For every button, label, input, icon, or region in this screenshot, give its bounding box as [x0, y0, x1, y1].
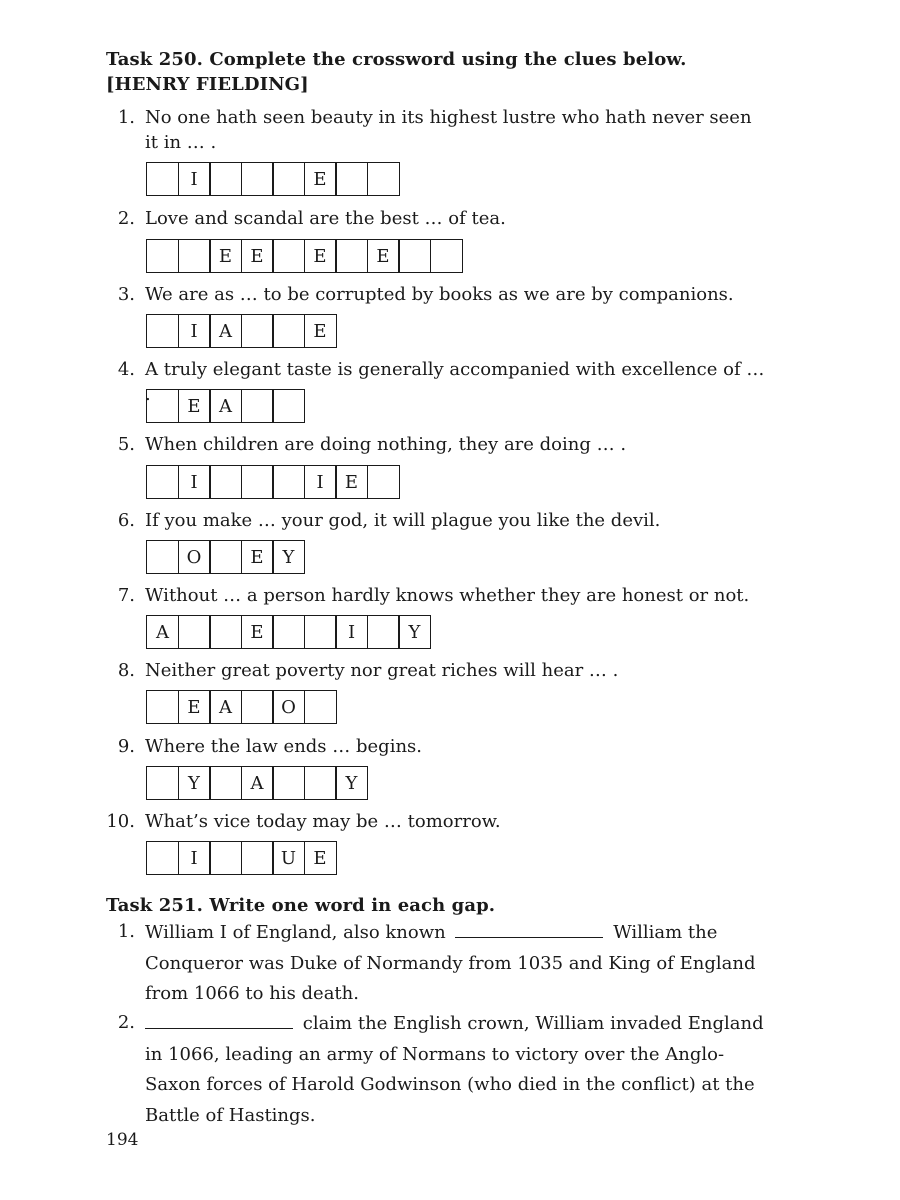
- crossword-cell[interactable]: U: [272, 841, 305, 875]
- clue-number: 8.: [117, 660, 135, 681]
- crossword-cell[interactable]: [272, 239, 305, 273]
- crossword-cell[interactable]: A: [209, 314, 242, 348]
- clue-text: When children are doing nothing, they are doing … .: [145, 434, 627, 455]
- crossword-cell[interactable]: E: [304, 314, 337, 348]
- answer-grid[interactable]: [146, 615, 431, 649]
- crossword-cell[interactable]: A: [209, 690, 242, 724]
- crossword-cell[interactable]: E: [178, 690, 211, 724]
- answer-grid[interactable]: [146, 690, 337, 724]
- answer-grid[interactable]: [146, 465, 400, 499]
- crossword-cell[interactable]: E: [304, 162, 337, 196]
- crossword-cell[interactable]: [241, 690, 274, 724]
- crossword-cell[interactable]: [146, 162, 179, 196]
- clue-text: We are as … to be corrupted by books as we are by companions.: [145, 284, 734, 305]
- clue-number: 3.: [117, 284, 135, 305]
- clue-text: Without … a person hardly knows whether they are honest or not.: [145, 585, 750, 606]
- crossword-cell[interactable]: I: [178, 465, 211, 499]
- item-number: 2.: [117, 1012, 135, 1033]
- text-after-gap: claim the English crown, William invaded England in 1066, leading an army of Normans to victory over the Anglo-Saxon forces of Harold Godwinson (who died in the conflict) at the Battle of Hastings.: [145, 1013, 764, 1126]
- clue-text: If you make … your god, it will plague you like the devil.: [145, 510, 661, 531]
- crossword-cell[interactable]: E: [209, 239, 242, 273]
- page-number: 194: [106, 1130, 139, 1150]
- clue-text: What’s vice today may be … tomorrow.: [145, 811, 501, 832]
- crossword-cell[interactable]: [209, 766, 242, 800]
- answer-grid[interactable]: [146, 239, 463, 273]
- crossword-cell[interactable]: [241, 389, 274, 423]
- crossword-cell[interactable]: I: [178, 841, 211, 875]
- crossword-cell[interactable]: [209, 465, 242, 499]
- task-251-heading: Task 251. Write one word in each gap.: [106, 895, 496, 916]
- crossword-cell[interactable]: A: [241, 766, 274, 800]
- crossword-cell[interactable]: E: [178, 389, 211, 423]
- crossword-cell[interactable]: [178, 239, 211, 273]
- crossword-cell[interactable]: [398, 239, 431, 273]
- crossword-cell[interactable]: Y: [178, 766, 211, 800]
- crossword-cell[interactable]: [272, 162, 305, 196]
- crossword-cell[interactable]: [367, 615, 400, 649]
- crossword-cell[interactable]: I: [178, 314, 211, 348]
- crossword-cell[interactable]: [272, 389, 305, 423]
- crossword-cell[interactable]: [209, 540, 242, 574]
- crossword-cell[interactable]: [146, 766, 179, 800]
- crossword-cell[interactable]: [241, 314, 274, 348]
- crossword-cell[interactable]: [146, 540, 179, 574]
- crossword-cell[interactable]: [272, 766, 305, 800]
- crossword-cell[interactable]: E: [241, 239, 274, 273]
- crossword-cell[interactable]: [146, 841, 179, 875]
- crossword-cell[interactable]: [146, 389, 179, 423]
- clue-number: 10.: [106, 811, 135, 832]
- clue-text: Neither great poverty nor great riches will hear … .: [145, 660, 619, 681]
- crossword-cell[interactable]: Y: [335, 766, 368, 800]
- text-after-gap: William the Conqueror was Duke of Normandy from 1035 and King of England from 1066 to his death.: [145, 922, 756, 1004]
- crossword-cell[interactable]: I: [335, 615, 368, 649]
- crossword-cell[interactable]: E: [241, 615, 274, 649]
- clue-number: 4.: [117, 359, 135, 380]
- item-text: [145, 1008, 765, 1131]
- crossword-cell[interactable]: [335, 162, 368, 196]
- gap-blank[interactable]: [145, 1008, 293, 1029]
- answer-grid[interactable]: [146, 162, 400, 196]
- item-number: 1.: [117, 921, 135, 942]
- crossword-cell[interactable]: [146, 239, 179, 273]
- crossword-cell[interactable]: [335, 239, 368, 273]
- crossword-cell[interactable]: Y: [272, 540, 305, 574]
- clue-number: 5.: [117, 434, 135, 455]
- crossword-cell[interactable]: I: [304, 465, 337, 499]
- crossword-cell[interactable]: E: [367, 239, 400, 273]
- crossword-cell[interactable]: O: [178, 540, 211, 574]
- crossword-cell[interactable]: A: [209, 389, 242, 423]
- clue-text: Love and scandal are the best … of tea.: [145, 208, 506, 229]
- clue-number: 9.: [117, 736, 135, 757]
- crossword-cell[interactable]: [241, 465, 274, 499]
- clue-text: A truly elegant taste is generally accompanied with excellence of … .: [145, 359, 765, 405]
- crossword-cell[interactable]: O: [272, 690, 305, 724]
- answer-grid[interactable]: [146, 841, 337, 875]
- crossword-cell[interactable]: [304, 766, 337, 800]
- crossword-cell[interactable]: E: [304, 239, 337, 273]
- crossword-cell[interactable]: [209, 841, 242, 875]
- crossword-cell[interactable]: [367, 162, 400, 196]
- crossword-cell[interactable]: [272, 314, 305, 348]
- crossword-cell[interactable]: [146, 690, 179, 724]
- crossword-cell[interactable]: [146, 465, 179, 499]
- crossword-cell[interactable]: E: [335, 465, 368, 499]
- crossword-cell[interactable]: [304, 615, 337, 649]
- gap-blank[interactable]: [455, 917, 603, 938]
- crossword-cell[interactable]: E: [241, 540, 274, 574]
- crossword-cell[interactable]: [241, 841, 274, 875]
- crossword-cell[interactable]: [146, 314, 179, 348]
- clue-text: Where the law ends … begins.: [145, 736, 422, 757]
- task-250-heading: Task 250. Complete the crossword using the clues below. [HENRY FIELDING]: [106, 49, 687, 95]
- crossword-cell[interactable]: [367, 465, 400, 499]
- answer-grid[interactable]: [146, 389, 305, 423]
- crossword-cell[interactable]: [304, 690, 337, 724]
- item-text: [145, 917, 765, 1010]
- crossword-cell[interactable]: [178, 615, 211, 649]
- clue-text: No one hath seen beauty in its highest lustre who hath never seen it in … .: [145, 107, 752, 153]
- answer-grid[interactable]: [146, 540, 305, 574]
- text-before-gap: William I of England, also known: [145, 922, 446, 943]
- crossword-cell[interactable]: [272, 465, 305, 499]
- clue-number: 1.: [117, 107, 135, 128]
- crossword-cell[interactable]: Y: [398, 615, 431, 649]
- crossword-cell[interactable]: I: [178, 162, 211, 196]
- clue-number: 6.: [117, 510, 135, 531]
- answer-grid[interactable]: [146, 766, 368, 800]
- crossword-cell[interactable]: A: [146, 615, 179, 649]
- crossword-cell[interactable]: [430, 239, 463, 273]
- crossword-cell[interactable]: [209, 615, 242, 649]
- crossword-cell[interactable]: [272, 615, 305, 649]
- clue-number: 7.: [117, 585, 135, 606]
- clue-number: 2.: [117, 208, 135, 229]
- crossword-cell[interactable]: E: [304, 841, 337, 875]
- crossword-cell[interactable]: [241, 162, 274, 196]
- crossword-cell[interactable]: [209, 162, 242, 196]
- answer-grid[interactable]: [146, 314, 337, 348]
